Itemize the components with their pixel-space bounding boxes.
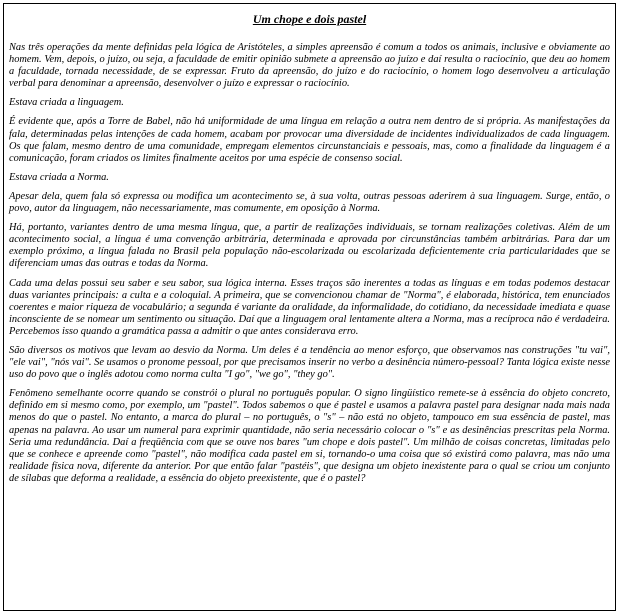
paragraph-6: Há, portanto, variantes dentro de uma mesma língua, que, a partir de realizações individuais, se tornam realizações coletivas. Além de um acontecimento social, a língua é uma convenção arbitrária, determinada e aprovada por circunstâncias também arbitrárias. Para dar um exemplo próximo, a língua falada no Brasil pela população não-escolarizada ou escolarizada deficientemente cria particularidades que se diferenciam umas das outras e todas da Norma. — [9, 222, 610, 270]
document-title: Um chope e dois pastel — [252, 12, 367, 26]
paragraph-8: São diversos os motivos que levam ao desvio da Norma. Um deles é a tendência ao menor esforço, que observamos nas construções "tu vai", "ele vai", "nós vai". Se usamos o pronome pessoal, por que precisamos inserir no verbo a desinência número-pessoal? Tanta lógica existe nesse uso do povo que o inglês adotou como norma culta "I go", "we go", "they go". — [9, 344, 610, 381]
paragraph-7: Cada uma delas possui seu saber e seu sabor, sua lógica interna. Esses traços são inerentes a todas as línguas e em todas podemos destacar duas variantes principais: a culta e a coloquial. A primeira, que se convencionou chamar de "Norma", é elaborada, histórica, tem enunciados coerentes e maior riqueza de vocabulário; a segunda é variante da oralidade, da informalidade, do cotidiano, da necessidade imediata e quase inconsciente de se nomear um sentimento ou situação. Daí que a linguagem oral lentamente altera a Norma, mas a recíproca não é verdadeira. Percebemos isso quando a gramática passa a admitir o que antes considerava erro. — [9, 277, 610, 337]
paragraph-5: Apesar dela, quem fala só expressa ou modifica um acontecimento se, à sua volta, outras pessoas aderirem à sua linguagem. Surge, então, o povo, autor da linguagem, não necessariamente, mas comumente, em oposição à Norma. — [9, 190, 610, 215]
paragraph-2: Estava criada a linguagem. — [9, 97, 124, 109]
paragraph-1: Nas três operações da mente definidas pela lógica de Aristóteles, a simples apreensão é comum a todos os animais, inclusive e obviamente ao homem. Vem, depois, o juízo, ou seja, a faculdade de emitir opinião submete a apreensão ao juízo e daí resulta o raciocínio, que deu ao homem a faculdade, tornada necessidade, de se expressar. Fruto da apreensão, do juízo e do raciocínio, o homem logo desenvolveu a articulação verbal para denominar a apreensão, desenvolver o juízo e expressar o raciocínio. — [9, 42, 610, 90]
paragraph-9: Fenômeno semelhante ocorre quando se constrói o plural no português popular. O signo lingüístico remete-se à essência do objeto concreto, definido em si mesmo como, por exemplo, um "pastel". Todos sabemos o que é pastel e usamos a palavra pastel para designar nada mais nada menos do que o pastel. No entanto, a marca do plural – no português, o "s" – não está no objeto, tampouco em sua essência de pastel, mas apenas na palavra. Ao usar um numeral para exprimir quantidade, não seria necessário colocar o "s" e as desinências prescritas pela Norma. Seria uma redundância. Daí a freqüência com que se ouve nos bares "um chope e dois pastel". Um milhão de coisas concretas, limitadas pelo que se conhece e apreende como "pastel", não modifica cada pastel em si, tornando-o uma coisa que só existirá como palavra, mas não uma realidade física nova, diferente da anterior. Por que então falar "pastéis", que designa um objeto inexistente para o qual se criou um conjunto de sílabas que deforma a realidade, a essência do objeto preexistente, que é o pastel? — [9, 388, 610, 484]
document-page — [3, 3, 616, 611]
paragraph-3: É evidente que, após a Torre de Babel, não há uniformidade de uma língua em relação a outra nem dentro de si própria. As manifestações da fala, determinadas pelas intenções de cada homem, acabam por provocar uma diversidade de incidentes individualizados de cada linguagem. Os que falam, mesmo dentro de uma comunidade, empregam elementos circunstanciais e pessoais, mas, como a finalidade da linguagem é a comunicação, foram criados os limites finalmente aceitos por uma espécie de consenso social. — [9, 116, 610, 164]
paragraph-4: Estava criada a Norma. — [9, 171, 109, 183]
